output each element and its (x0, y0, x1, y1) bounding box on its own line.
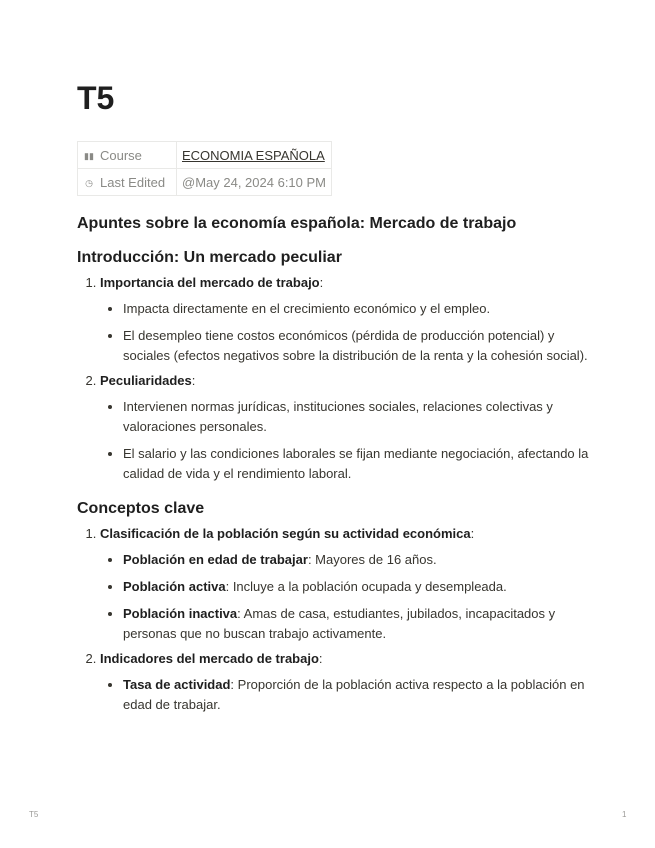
bullet-item (123, 604, 597, 644)
list-item (100, 371, 597, 484)
list-item-bold: Indicadores del mercado de trabajo (100, 651, 319, 666)
bullet-item (123, 675, 597, 715)
doc-heading: Apuntes sobre la economía española: Mercado de trabajo (77, 215, 517, 232)
bullet-text: : Mayores de 16 años. (307, 552, 437, 567)
bullet-text: : Amas de casa, estudiantes, jubilados, incapacitados y personas que no buscan trabajo activamente. (123, 606, 556, 641)
bullet-bold: Población activa (123, 579, 226, 594)
list-item (100, 649, 597, 715)
footer-page-number: 1 (622, 810, 627, 819)
list-item-text: : (319, 275, 324, 290)
bullet-item: • Impacta directamente en el crecimiento económico y el empleo. (123, 299, 597, 319)
list-item-text: : (470, 526, 475, 541)
bullet-bold: Población inactiva (123, 606, 238, 621)
list-item-text: : (191, 373, 196, 388)
property-key-course (78, 142, 177, 169)
property-value-course (177, 142, 332, 169)
bullet-list (100, 397, 597, 484)
list-item (100, 524, 597, 644)
property-value-last-edited: @May 24, 2024 6:10 PM (177, 169, 332, 196)
bullet-text: : Proporción de la población activa respecto a la población en edad de trabajar. (123, 677, 585, 712)
bullet-item: • El salario y las condiciones laborales se fijan mediante negociación, afectando la calidad de vida y el rendimiento laboral. (123, 444, 597, 484)
property-label: Course (100, 147, 142, 163)
page-title: T5 (77, 80, 115, 116)
property-row-course (78, 142, 332, 169)
list-item-bold: Clasificación de la población según su actividad económica (100, 526, 471, 541)
bullet-list (100, 299, 597, 366)
bullet-bold: Población en edad de trabajar (123, 552, 308, 567)
course-link[interactable]: ECONOMIA ESPAÑOLA (182, 147, 325, 163)
bullet-bold: Tasa de actividad (123, 677, 231, 692)
page-content (77, 78, 597, 715)
property-key-last-edited (78, 169, 177, 196)
bullet-text: : Incluye a la población ocupada y desempleada. (225, 579, 507, 594)
bullet-item: • El desempleo tiene costos económicos (pérdida de producción potencial) y sociales (efectos negativos sobre la distribución de la renta y la cohesión social). (123, 326, 597, 366)
bullet-item (123, 550, 597, 570)
section-title-concepts: Conceptos clave (77, 500, 205, 517)
list-item (100, 273, 597, 366)
bullet-list (100, 675, 597, 715)
footer-doc-title: T5 (29, 810, 39, 819)
bullet-item: • Intervienen normas jurídicas, instituciones sociales, relaciones colectivas y valoraciones personales. (123, 397, 597, 437)
property-row-last-edited (78, 169, 332, 196)
list-item-bold: Importancia del mercado de trabajo (100, 275, 320, 290)
property-label: Last Edited (100, 174, 166, 190)
bullet-list (100, 550, 597, 644)
concepts-list (77, 524, 597, 715)
properties-table (77, 141, 332, 196)
intro-list (77, 273, 597, 484)
list-item-text: : (318, 651, 323, 666)
bullet-item (123, 577, 597, 597)
list-item-bold: Peculiaridades (100, 373, 192, 388)
section-title-intro: Introducción: Un mercado peculiar (77, 249, 342, 266)
clock-icon: ◷ (85, 177, 93, 188)
book-icon: ▮▮ (84, 150, 94, 161)
